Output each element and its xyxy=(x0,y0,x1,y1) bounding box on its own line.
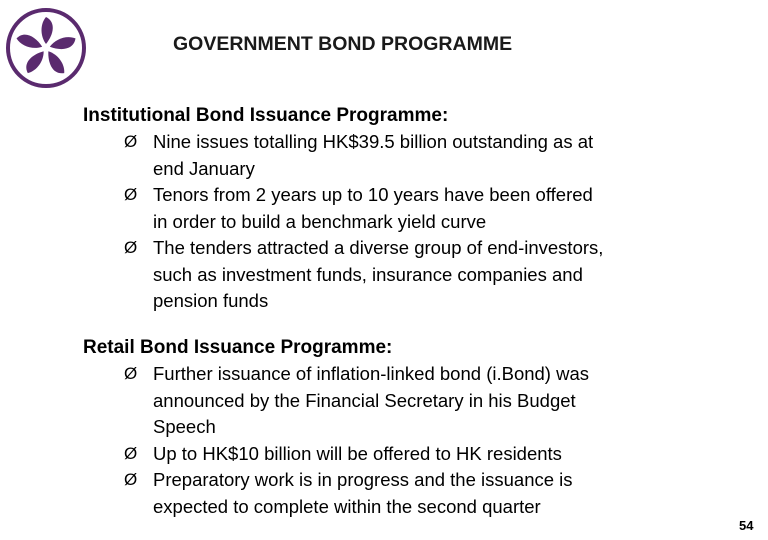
list-item xyxy=(83,182,733,235)
bullet-text-line: Tenors from 2 years up to 10 years have been offered xyxy=(153,184,593,205)
bullet-text-line: Preparatory work is in progress and the issuance is xyxy=(153,469,573,490)
arrow-bullet-icon: Ø xyxy=(124,364,138,383)
bullet-text-line: Further issuance of inflation-linked bond (i.Bond) was xyxy=(153,363,590,384)
list-item xyxy=(83,235,733,315)
bullet-text-line: in order to build a benchmark yield curve xyxy=(153,210,487,232)
page-title: GOVERNMENT BOND PROGRAMME xyxy=(173,33,513,55)
bullet-text-line: expected to complete within the second quarter xyxy=(153,495,541,517)
arrow-bullet-icon: Ø xyxy=(124,185,138,204)
bullet-text-line: pension funds xyxy=(153,290,269,311)
list-item xyxy=(83,129,733,182)
bullet-text-line: Up to HK$10 billion will be offered to HK residents xyxy=(153,442,562,464)
bullet-text-line: announced by the Financial Secretary in his Budget xyxy=(153,389,576,411)
bullet-text-line: The tenders attracted a diverse group of end-investors, xyxy=(153,237,604,258)
bullet-text-line: such as investment funds, insurance companies and xyxy=(153,263,583,285)
page-number: 54 xyxy=(739,518,754,533)
arrow-bullet-icon: Ø xyxy=(124,238,138,257)
bullet-text-line: Nine issues totalling HK$39.5 billion outstanding as at xyxy=(153,131,594,152)
bullet-text-line: end January xyxy=(153,157,255,179)
section-heading: Retail Bond Issuance Programme: xyxy=(83,337,393,358)
arrow-bullet-icon: Ø xyxy=(124,132,138,151)
list-item xyxy=(83,361,733,441)
section-retail xyxy=(83,335,733,520)
arrow-bullet-icon: Ø xyxy=(124,470,138,489)
list-item xyxy=(83,441,733,468)
list-item xyxy=(83,467,733,520)
bullet-text-line: Speech xyxy=(153,416,216,437)
arrow-bullet-icon: Ø xyxy=(124,443,138,463)
section-institutional xyxy=(83,103,733,315)
bauhinia-flower-logo xyxy=(5,7,87,89)
section-heading: Institutional Bond Issuance Programme: xyxy=(83,105,449,126)
